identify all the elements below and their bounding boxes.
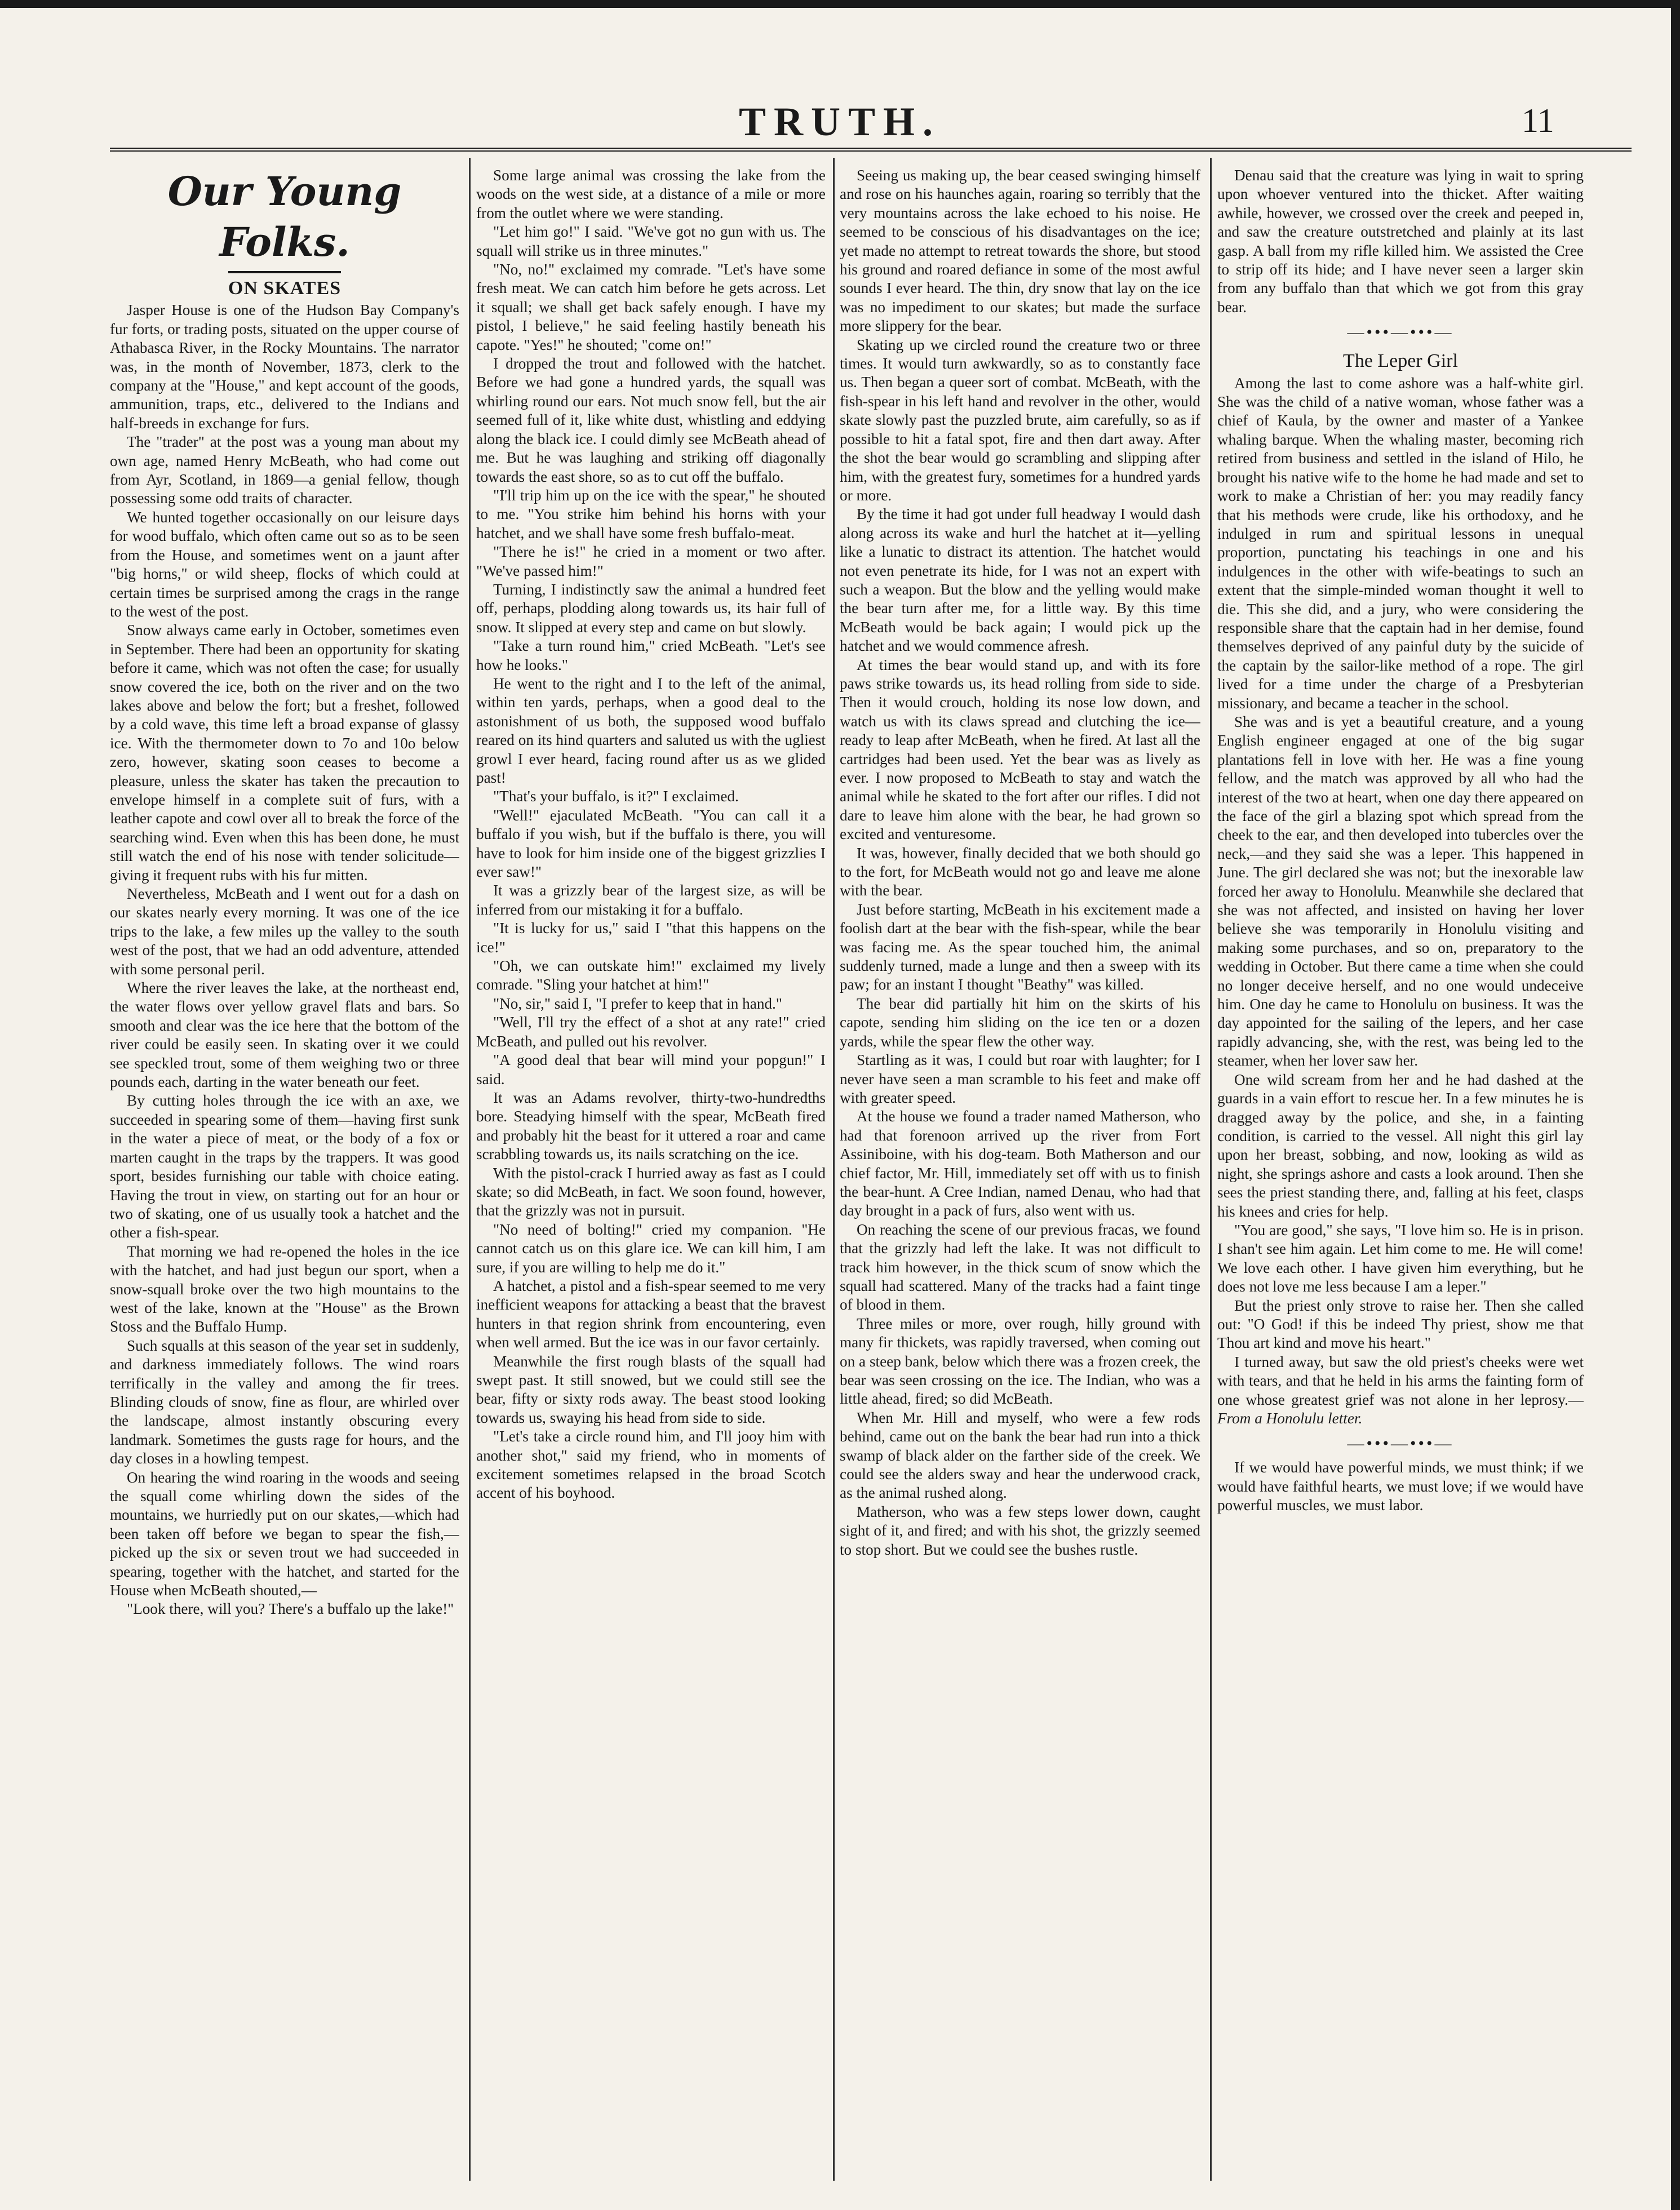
story-body — [476, 166, 826, 1503]
paragraph: "That's your buffalo, is it?" I exclaimed. — [493, 788, 739, 805]
paragraph: Such squalls at this season of the year set in suddenly, and darkness immediately follows. The wind roars terrifically in the valley and among the fir trees. Blinding clouds of snow, fine as flour, are whirled over the landscape, almost instantly obscuring every landmark. Sometimes the gusts rage for hours, and the day closes in a howling tempest. — [110, 1337, 459, 1467]
paragraph: "No, no!" exclaimed my comrade. "Let's have some fresh meat. We can catch him before he gets across. Let it squall; we shall get back safely enough. I have my pistol, I believe," he said feeling hastily beneath his capote. "Yes!" he shouted; "come on!" — [476, 261, 826, 353]
paragraph: One wild scream from her and he had dashed at the guards in a vain effort to rescue her. In a few minutes he is dragged away by the police, and she, in a fainting condition, is carried to the vessel. All night this girl lay upon her breast, sobbing, and now, looking as wild as night, she springs ashore and casts a look around. Then she sees the priest standing there, and, falling at his feet, clasps his knees and cries for help. — [1217, 1071, 1584, 1220]
column-divider — [1210, 158, 1212, 2181]
paragraph: Matherson, who was a few steps lower down, caught sight of it, and fired; and with his shot, the grizzly seemed to stop short. But we could see the bushes rustle. — [840, 1503, 1200, 1558]
section-ornament: —•••—•••— — [1347, 323, 1454, 342]
page-top-border — [0, 0, 1680, 8]
paragraph: Skating up we circled round the creature two or three times. It would turn awkwardly, so as to constantly face us. Then began a queer sort of combat. McBeath, with the fish-spear in his left hand and revolver in the other, would skate slowly past the puzzled brute, aim carefully, so as if possible to hit a fatal spot, fire and then dart away. After the shot the bear would go scrambling and slipping after him, with the greatest fury, sometimes for a hundred yards or more. — [840, 336, 1200, 504]
paragraph: Where the river leaves the lake, at the northeast end, the water flows over yellow gravel flats and bars. So smooth and clear was the ice here that the bottom of the river could be easily seen. In skating over it we could see speckled trout, some of them weighing two or three pounds each, darting in the water beneath our feet. — [110, 979, 459, 1091]
paragraph: "There he is!" he cried in a moment or two after. "We've passed him!" — [476, 543, 826, 579]
column-divider — [833, 158, 835, 2181]
paragraph: "I'll trip him up on the ice with the spear," he shouted to me. "You strike him behind his horns with your hatchet, and we shall have some fresh buffalo-meat. — [476, 486, 826, 542]
story-credit: From a Honolulu letter. — [1217, 1410, 1363, 1427]
paragraph: "A good deal that bear will mind your popgun!" I said. — [476, 1051, 826, 1088]
paragraph: "No need of bolting!" cried my companion. "He cannot catch us on this glare ice. We can kill him, I am sure, if you are willing to help me do it." — [476, 1221, 826, 1276]
column-divider — [469, 158, 471, 2181]
paragraph: Nevertheless, McBeath and I went out for a dash on our skates nearly every morning. It was one of the ice trips to the lake, a few miles up the valley to the south west of the post, that we had an odd adventure, attended with some personal peril. — [110, 885, 459, 978]
title-rule — [228, 271, 341, 273]
page-right-border — [1671, 0, 1680, 2210]
paragraph: But the priest only strove to raise her. Then she called out: "O God! if this be indeed Thy priest, show me that Thou art kind and move his heart." — [1217, 1297, 1584, 1352]
paragraph: The bear did partially hit him on the skirts of his capote, sending him sliding on the ice ten or a dozen yards, while the spear flew the other way. — [840, 995, 1200, 1050]
paragraph: Snow always came early in October, sometimes even in September. There had been an opportunity for skating before it came, which was not often the case; for usually snow covered the ice, both on the river and on the two lakes above and below the fort; but a freshet, followed by a cold wave, this time left a broad expanse of glassy ice. With the thermometer down to 7o and 10o below zero, however, skating soon ceases to become a pleasure, unless the skater has taken the precaution to envelope himself in a complete suit of furs, with a leather capote and cowl over all to break the force of the searching wind. Even when this has been done, he must still watch the end of his nose with tender solicitude—giving it frequent rubs with his fur mitten. — [110, 622, 459, 884]
paragraph: The "trader" at the post was a young man about my own age, named Henry McBeath, who had come out from Ayr, Scotland, in 1869—a genial fellow, though possessing some odd traits of character. — [110, 433, 459, 507]
paragraph: "It is lucky for us," said I "that this happens on the ice!" — [476, 920, 826, 956]
paragraph: Some large animal was crossing the lake from the woods on the west side, at a distance of a mile or more from the outlet where we were standing. — [476, 167, 826, 221]
paragraph: "No, sir," said I, "I prefer to keep that in hand." — [493, 995, 782, 1012]
paragraph: Meanwhile the first rough blasts of the squall had swept past. It still snowed, but we could still see the bear, fifty or sixty rods away. The beast stood looking towards us, swaying his head from side to side. — [476, 1352, 826, 1426]
paragraph: "Oh, we can outskate him!" exclaimed my lively comrade. "Sling your hatchet at him!" — [476, 957, 826, 993]
paragraph: By the time it had got under full headway I would dash along across its wake and hurl the hatchet at it—yelling like a lunatic to distract its attention. The hatchet would not even penetrate its hide, for I was not an expert with such a weapon. But the blow and the yelling would make the bear turn after me, for a little way. By this time McBeath would be back again; I would pick up the hatchet and we would commence afresh. — [840, 505, 1200, 655]
story-title: ON SKATES — [228, 278, 342, 299]
paragraph: Turning, I indistinctly saw the animal a hundred feet off, perhaps, plodding along towards us, its hair full of snow. It slipped at every step and came on but slowly. — [476, 580, 826, 636]
paragraph: I dropped the trout and followed with the hatchet. Before we had gone a hundred yards, the squall was whirling round our ears. Not much snow fell, but the air seemed full of it, like white dust, whistling and eddying along the black ice. I could dimly see McBeath ahead of me. But he was laughing and striking off diagonally towards the east shore, so as to cut off the buffalo. — [476, 355, 826, 485]
story-body — [1217, 374, 1584, 1428]
column-4 — [1217, 166, 1584, 2184]
story-body — [1217, 166, 1584, 317]
paragraph: At times the bear would stand up, and with its fore paws strike towards us, its head rolling from side to side. Then it would crouch, holding its nose low down, and watch us with its claws spread and clutching the ice—ready to leap after McBeath, when he fired. At last all the cartridges had been used. Yet the bear was as lively as ever. I now proposed to McBeath to stay and watch the animal while he skated to the fort after our rifles. I did not dare to leave him alone with the bear, he had grown so excited and venturesome. — [840, 656, 1200, 843]
paragraph: A hatchet, a pistol and a fish-spear seemed to me very inefficient weapons for attacking a beast that the bravest hunters in that region shrink from encountering, even when well armed. But the ice was in our favor certainly. — [476, 1277, 826, 1351]
paragraph: On hearing the wind roaring in the woods and seeing the squall come whirling down the sides of the mountains, we hurriedly put on our skates,—which had been taken off before we began to spear the fish,—picked up the six or seven trout we had succeeded in spearing, together with the hatchet, and started for the House when McBeath shouted,— — [110, 1468, 459, 1599]
paragraph: At the house we found a trader named Matherson, who had that forenoon arrived up the river from Fort Assiniboine, with his dog-team. Both Matherson and our chief factor, Mr. Hill, immediately set off with us to finish the bear-hunt. A Cree Indian, named Denau, who had that day brought in a pack of furs, also went with us. — [840, 1108, 1200, 1219]
paragraph: I turned away, but saw the old priest's cheeks were wet with tears, and that he held in his arms the fainting form of one whose greatest grief was not alone in her leprosy.—From a Honolulu letter. — [1217, 1353, 1584, 1427]
paragraph: Just before starting, McBeath in his excitement made a foolish dart at the bear with the fish-spear, while the bear was facing me. As the spear touched him, the animal suddenly turned, made a lunge and then a sweep with its paw; for an instant I thought "Beathy" was killed. — [840, 900, 1200, 993]
department-title: Our Young Folks. — [167, 168, 402, 265]
paragraph: She was and is yet a beautiful creature, and a young English engineer engaged at one of the big sugar plantations fell in love with her. He was a fine young fellow, and the match was approved by all who had the interest of the two at heart, when one day there appeared on the face of the girl a blazing spot which spread from the cheek to the ear, and then developed into tubercles over the neck,—and they said she was a leper. This happened in June. The girl declared she was not; but the inexorable law forced her away to Honolulu. Meanwhile she declared that she was not affected, and insisted on having her lover believe she was temporarily in Honolulu visiting and making some purchases, and so on, preparatory to the wedding in October. But there came a time when she could no longer deceive herself, and no one would undeceive him. One day he came to Honolulu on business. It was the day appointed for the sailing of the lepers, and her case rapidly advancing, she, with the rest, was being led to the steamer, when her lover saw her. — [1217, 713, 1584, 1070]
paragraph: When Mr. Hill and myself, who were a few rods behind, came out on the bank the bear had run into a thick swamp of black alder on the farther side of the creek. We could see the alders sway and hear the underwood crack, as the animal rushed along. — [840, 1409, 1200, 1502]
page-number: 11 — [1522, 102, 1554, 139]
paragraph: Denau said that the creature was lying in wait to spring upon whoever ventured into the thicket. After waiting awhile, however, we crossed over the creek and peeped in, and saw the creature outstretched and plainly at its last gasp. A ball from my rifle killed him. We assisted the Cree to strip off its hide; and I have never seen a larger skin from any buffalo than that which we got from this gray bear. — [1217, 167, 1584, 316]
masthead: TRUTH. — [738, 99, 941, 144]
paragraph: "Look there, will you? There's a buffalo up the lake!" — [127, 1600, 454, 1618]
paragraph: We hunted together occasionally on our leisure days for wood buffalo, which often came out so as to be seen from the House, and sometimes went on a jaunt after "big horns," or wild sheep, flocks of which could at certain times be surprised among the crags in the range to the west of the post. — [110, 508, 459, 620]
paragraph: He went to the right and I to the left of the animal, within ten yards, perhaps, when a good deal to the astonishment of us both, the supposed wood buffalo reared on its hind quarters and saluted us with the ugliest growl I ever heard, facing round after us as we glided past! — [476, 674, 826, 786]
paragraph: With the pistol-crack I hurried away as fast as I could skate; so did McBeath, in fact. We soon found, however, that the grizzly was not in pursuit. — [476, 1164, 826, 1219]
filler-paragraph: If we would have powerful minds, we must think; if we would have faithful hearts, we must love; if we would have powerful muscles, we must labor. — [1217, 1459, 1584, 1514]
paragraph: "You are good," she says, "I love him so. He is in prison. I shan't see him again. Let him come to me. He will come! We love each other. I have given him everything, but he does not love me less because I am a leper." — [1217, 1221, 1584, 1295]
paragraph: "Well!" ejaculated McBeath. "You can call it a buffalo if you wish, but if the buffalo is there, you will have to look for him inside one of the biggest grizzlies I ever saw!" — [476, 806, 826, 881]
column-3 — [840, 166, 1200, 2184]
paragraph: "Let him go!" I said. "We've got no gun with us. The squall will strike us in three minutes." — [476, 223, 826, 259]
story-title: The Leper Girl — [1343, 350, 1458, 372]
column-2 — [476, 166, 826, 2184]
paragraph: "Take a turn round him," cried McBeath. "Let's see how he looks." — [476, 637, 826, 673]
paragraph: That morning we had re-opened the holes in the ice with the hatchet, and had just begun our sport, when a snow-squall broke over the two high mountains to the west of the lake, known at the "House" as the Brown Stoss and the Buffalo Hump. — [110, 1242, 459, 1335]
paragraph: It was an Adams revolver, thirty-two-hundredths bore. Steadying himself with the spear, McBeath fired and probably hit the beast for it uttered a roar and came scrabbling towards us, its nails scratching on the ice. — [476, 1089, 826, 1163]
paragraph: It was, however, finally decided that we both should go to the fort, for McBeath would not go and leave me alone with the bear. — [840, 844, 1200, 899]
paragraph: "Let's take a circle round him, and I'll jooy him with another shot," said my friend, who in moments of excitement sometimes relapsed in the broad Scotch accent of his boyhood. — [476, 1428, 826, 1502]
story-body — [110, 301, 459, 1618]
paragraph: It was a grizzly bear of the largest size, as will be inferred from our mistaking it for a buffalo. — [476, 882, 826, 918]
paragraph: Among the last to come ashore was a half-white girl. She was the child of a native woman, whose father was a chief of Kaula, by the owner and master of a Yankee whaling barque. When the whaling master, becoming rich retired from business and settled in the island of Hilo, he brought his native wife to the home he had made and set to work to make a Christian of her: you may readily fancy that his methods were crude, like his orthodoxy, and he indulged in rum and spiritual lessons in unequal proportion, punctating his teachings in one and his indulgences in the other with wife-beatings to such an extent that the simple-minded woman thought it well to die. This she did, and a jury, who were considering the responsible share that the captain had in her demise, found themselves deprived of any painful duty by the suicide of the captain by the sailor-like method of a rope. The girl lived for a time under the charge of a Presbyterian missionary, and became a teacher in the school. — [1217, 374, 1584, 712]
header-rule — [110, 148, 1632, 152]
column-1 — [110, 166, 459, 2184]
paragraph: Startling as it was, I could but roar with laughter; for I never have seen a man scramble to his feet and make off with greater speed. — [840, 1051, 1200, 1106]
paragraph: By cutting holes through the ice with an axe, we succeeded in spearing some of them—having first sunk in the water a piece of meat, or the body of a fox or marten caught in the traps by the trappers. It was good sport, besides furnishing our table with choice eating. Having the trout in view, on starting out for an hour or two of skating, one of us usually took a hatchet and the other a fish-spear. — [110, 1092, 459, 1241]
paragraph: Three miles or more, over rough, hilly ground with many fir thickets, was rapidly traversed, when coming out on a steep bank, below which there was a frozen creek, the bear was seen crossing on the ice. The Indian, who was a little ahead, fired; so did McBeath. — [840, 1315, 1200, 1408]
story-body — [840, 166, 1200, 1559]
paragraph: On reaching the scene of our previous fracas, we found that the grizzly had left the lake. It was not difficult to track him however, in the thick scum of snow which the squall had scattered. Many of the tracks had a faint tinge of blood in them. — [840, 1221, 1200, 1313]
paragraph: Seeing us making up, the bear ceased swinging himself and rose on his haunches again, roaring so terribly that the very mountains across the lake echoed to his noise. He seemed to be conscious of his disadvantages on the ice; yet made no attempt to retreat towards the shore, but stood his ground and roared defiance in some of the most awful sounds I ever heard. The thin, dry snow that lay on the ice was no impediment to our skates; but made the surface more slippery for the bear. — [840, 167, 1200, 335]
section-ornament: —•••—•••— — [1347, 1434, 1454, 1453]
paragraph: "Well, I'll try the effect of a shot at any rate!" cried McBeath, and pulled out his revolver. — [476, 1014, 826, 1050]
paragraph: Jasper House is one of the Hudson Bay Company's fur forts, or trading posts, situated on the upper course of Athabasca River, in the Rocky Mountains. The narrator was, in the month of November, 1873, clerk to the company at the "House," and kept account of the goods, ammunition, traps, etc., delivered to the Indians and half-breeds in exchange for furs. — [110, 301, 459, 432]
